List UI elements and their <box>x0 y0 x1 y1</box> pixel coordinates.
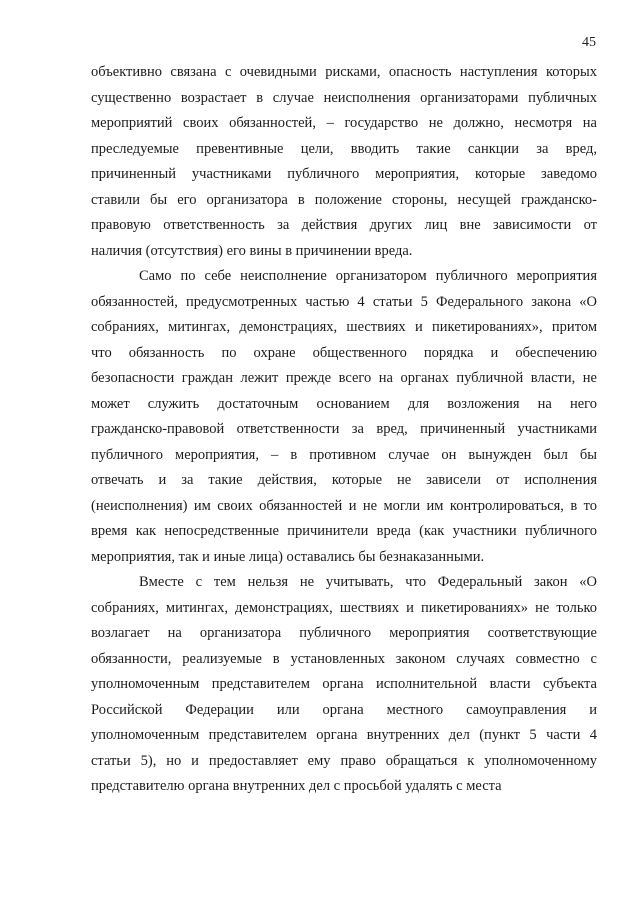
page-number: 45 <box>582 35 596 50</box>
text-line: мероприятий своих обязанностей, – государство не должно, несмотря на <box>91 115 597 131</box>
text-line: статьи 5), но и предоставляет ему право обращаться к уполномоченному <box>91 752 597 769</box>
text-line: уполномоченным представителем органа исполнительной власти субъекта <box>91 676 597 692</box>
text-line: может служить достаточным основанием для возложения на него <box>91 395 597 412</box>
text-line: мероприятия, так и иные лица) оставались бы безнаказанными. <box>91 548 485 565</box>
text-line: преследуемые превентивные цели, вводить такие санкции за вред, <box>91 140 597 157</box>
text-line: представителю органа внутренних дел с просьбой удалять с места <box>91 778 502 794</box>
text-line: время как непосредственные причинители вреда (как участники публичного <box>91 523 597 539</box>
text-line: существенно возрастает в случае неисполнения организаторами публичных <box>91 89 597 106</box>
text-line: возлагает на организатора публичного мероприятия соответствующие <box>91 625 597 641</box>
text-line: объективно связана с очевидными рисками, опасность наступления которых <box>91 64 597 80</box>
text-line: гражданско-правовой ответственности за вред, причиненный участниками <box>91 421 597 437</box>
text-line: что обязанность по охране общественного порядка и обеспечению <box>91 344 597 361</box>
text-line: отвечать и за такие действия, которые не зависели от исполнения <box>91 472 597 488</box>
text-line: публичного мероприятия, – в противном случае он вынужден был бы <box>91 446 597 463</box>
text-line: Российской Федерации или органа местного самоуправления и <box>91 701 597 718</box>
text-line: Само по себе неисполнение организатором публичного мероприятия <box>139 268 597 284</box>
text-line: обязанности, реализуемые в установленных законом случаях совместно с <box>91 650 597 667</box>
document-body <box>91 60 597 800</box>
text-line: Вместе с тем нельзя не учитывать, что Федеральный закон «О <box>139 574 597 590</box>
text-line: безопасности граждан лежит прежде всего на органах публичной власти, не <box>91 370 597 386</box>
text-line: обязанностей, предусмотренных частью 4 статьи 5 Федерального закона «О <box>91 293 597 310</box>
paragraph <box>91 264 597 570</box>
text-line: собраниях, митингах, демонстрациях, шествиях и пикетированиях» не только <box>91 599 597 616</box>
text-line: уполномоченным представителем органа внутренних дел (пункт 5 части 4 <box>91 727 597 743</box>
text-line: правовую ответственность за действия других лиц вне зависимости от <box>91 217 597 233</box>
text-line: наличия (отсутствия) его вины в причинении вреда. <box>91 242 413 259</box>
paragraph <box>91 570 597 800</box>
text-line: причиненный участниками публичного мероприятия, которые заведомо <box>91 166 597 182</box>
text-line: собраниях, митингах, демонстрациях, шествиях и пикетированиях», притом <box>91 319 597 335</box>
text-line: (неисполнения) им своих обязанностей и не могли им контролироваться, в то <box>91 497 597 514</box>
text-line: ставили бы его организатора в положение стороны, несущей гражданско- <box>91 191 597 208</box>
paragraph <box>91 60 597 264</box>
